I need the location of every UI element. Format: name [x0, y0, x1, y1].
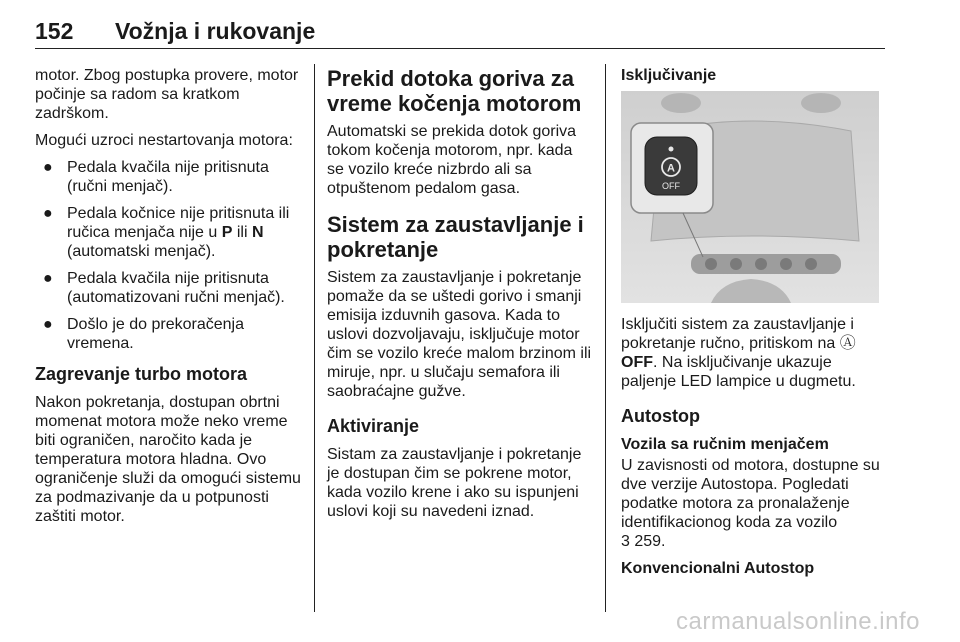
conventional-autostop-heading: Konvencionalni Autostop	[621, 560, 815, 577]
turbo-heading: Zagrevanje turbo motora	[35, 364, 248, 384]
off-label: OFF	[662, 181, 680, 191]
autostop-heading: Autostop	[621, 406, 700, 426]
bullet-icon: ●	[43, 270, 53, 287]
stop-start-button-figure	[621, 91, 879, 303]
turbo-text: Nakon pokretanja, dostupan obrtni momenat motora može neko vreme biti ograničen, naročito kada je temperatura motora hladna. Ovo ograničenje služi da omogući sistemu za podmazivanje da u potpunosti zaštiti motor.	[35, 394, 301, 525]
bullet-icon: ●	[43, 316, 53, 333]
stop-start-heading: Sistem za zaustavljanje i pokretanje	[327, 212, 584, 262]
manual-transmission-text: U zavisnosti od motora, dostupne su dve verzije Autostopa. Pogledati podatke motora za pronalaženje identifikacionog koda za vozilo	[621, 457, 880, 531]
column-2	[327, 66, 593, 529]
header-rule	[35, 48, 885, 49]
list-item: ● Pedala kvačila nije pritisnuta (automatizovani ručni menjač).	[43, 270, 285, 306]
column-divider-1	[314, 64, 315, 612]
deactivation-heading: Isključivanje	[621, 67, 717, 84]
page-header	[35, 18, 885, 52]
page-reference-link[interactable]: 3 259.	[621, 533, 666, 550]
causes-list	[35, 158, 303, 353]
intro-text: motor. Zbog postupka provere, motor počinje sa radom sa kratkom zadrškom.	[35, 67, 299, 122]
bullet-icon: ●	[43, 159, 53, 176]
activation-heading: Aktiviranje	[327, 416, 420, 436]
bullet-icon: ●	[43, 205, 53, 222]
column-1	[35, 66, 303, 534]
causes-title: Mogući uzroci nestartovanja motora:	[35, 132, 293, 149]
column-divider-2	[605, 64, 606, 612]
manual-transmission-heading: Vozila sa ručnim menjačem	[621, 436, 829, 453]
list-item: ● Došlo je do prekoračenja vremena.	[43, 316, 244, 352]
chapter-title: Vožnja i rukovanje	[115, 18, 316, 44]
page-number: 152	[35, 18, 74, 44]
activation-text: Sistam za zaustavljanje i pokretanje je dostupan čim se pokrene motor, kada vozilo krene i ako su ispunjeni uslovi koji su navedeni iznad.	[327, 446, 582, 520]
console-illustration	[621, 91, 879, 303]
svg-text:A: A	[667, 162, 675, 175]
list-item: ● Pedala kvačila nije pritisnuta (ručni menjač).	[43, 159, 269, 195]
watermark: carmanualsonline.info	[676, 608, 920, 635]
list-item: ● Pedala kočnice nije pritisnuta ili ručica menjača nije u P ili N (automatski menjač).	[43, 205, 290, 260]
stop-start-text: Sistem za zaustavljanje i pokretanje pomaže da se uštedi gorivo i smanji emisija izduvnih gasova. Kada to uslovi dozvoljavaju, isključuje motor čim se vozilo kreće malom brzinom ili miruje, npr. u slučaju semafora ili saobraćajne gužve.	[327, 269, 592, 400]
fuel-cut-heading: Prekid dotoka goriva za vreme kočenja motorom	[327, 66, 582, 116]
deactivation-text: Isključiti sistem za zaustavljanje i pokretanje ručno, pritiskom na Ⓐ OFF. Na isključivanje ukazuje paljenje LED lampice u dugmetu.	[621, 316, 856, 390]
column-3	[621, 66, 885, 580]
fuel-cut-text: Automatski se prekida dotok goriva tokom kočenja motorom, npr. kada se vozilo kreće nizbrdo ali sa otpuštenom pedalom gasa.	[327, 123, 577, 197]
